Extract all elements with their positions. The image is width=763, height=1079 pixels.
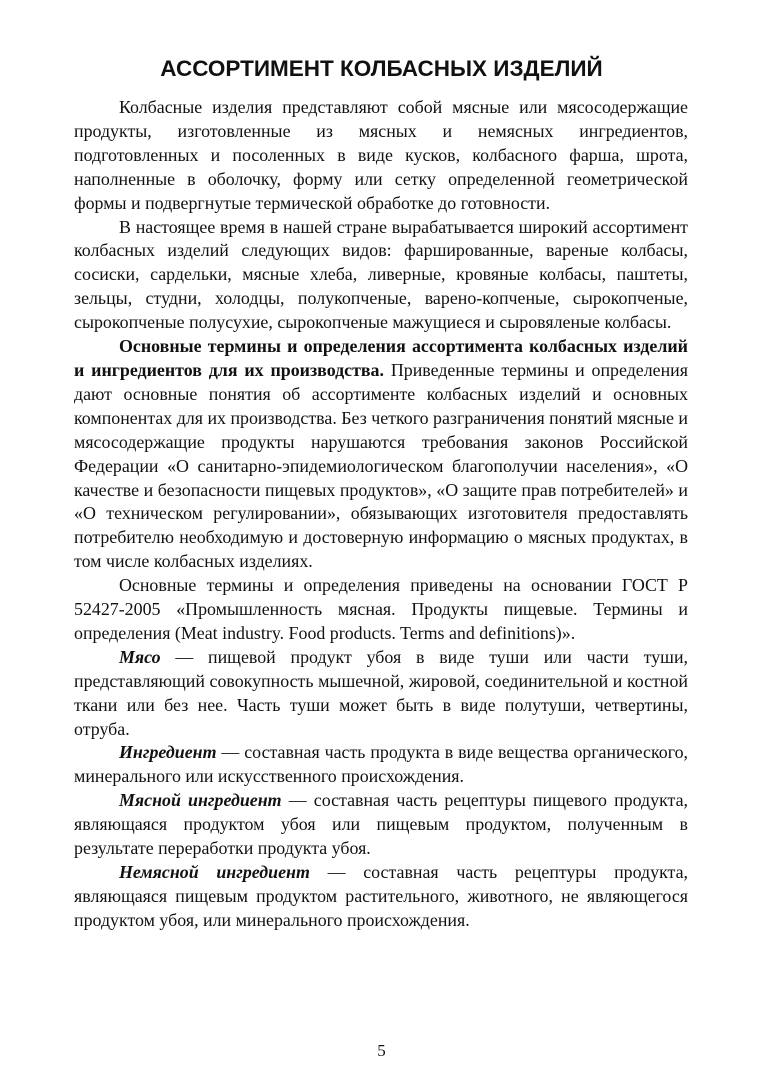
definition-ingredient: [74, 741, 688, 789]
paragraph-text: В настоящее время в нашей стране вырабатывается широкий ассортимент колбасных изделий следующих видов: фаршированные, вареные колбасы, сосиски, сардельки, мясные хлеба, ливерные, кровяные колбасы, паштеты, зельцы, студни, холодцы, полукопченые, варено-копченые, сырокопченые, сырокопченые полусухие, сырокопченые мажущиеся и сыровяленые колбасы.: [74, 216, 688, 333]
term: Мясной ингредиент: [119, 790, 282, 811]
definition-meat-ingredient: [74, 789, 688, 861]
definition-text: — составная часть рецептуры пищевого продукта, являющаяся продуктом убоя или пищевым продуктом, полученным в результате переработки продукта убоя.: [74, 790, 689, 859]
document-body: [74, 96, 688, 933]
term: Мясо: [119, 646, 161, 667]
page-title: АССОРТИМЕНТ КОЛБАСНЫХ ИЗДЕЛИЙ: [160, 56, 603, 81]
definition-non-meat-ingredient: [74, 861, 688, 933]
section-heading: Основные термины и определения ассортимента колбасных изделий и ингредиентов для их производства.: [74, 336, 688, 380]
paragraph-assortment: [74, 216, 688, 336]
definition-text: — составная часть продукта в виде вещества органического, минерального или искусственного происхождения.: [74, 742, 688, 787]
paragraph-gost: [74, 574, 688, 646]
term: Немясной ингредиент: [119, 862, 310, 882]
definition-text: — пищевой продукт убоя в виде туши или части туши, представляющий совокупность мышечной, жировой, соединительной и костной ткани или без нее. Часть туши может быть в виде полутуши, четвертины, отруба.: [74, 646, 688, 739]
term: Ингредиент: [119, 742, 217, 763]
paragraph-text: Приведенные термины и определения дают основные понятия об ассортименте колбасных изделий и основных компонентах для их производства. Без четкого разграничения понятий мясные и мясосодержащие продукты нарушаются требования законов Российской Федерации «О санитарно-эпидемиологическом благополучии населения», «О качестве и безопасности пищевых продуктов», «О защите прав потребителей» и «О техническом регулировании», обязывающих изготовителя предоставлять потребителю необходимую и достоверную информацию о мясных продуктах, в том числе колбасных изделиях.: [74, 359, 688, 572]
page-number: 5: [377, 1041, 386, 1060]
definition-text: — составная часть рецептуры продукта, являющаяся пищевым продуктом растительного, животного, не являющегося продуктом убоя, или минерального происхождения.: [74, 862, 688, 930]
paragraph-text: Основные термины и определения приведены на основании ГОСТ Р 52427-2005 «Промышленность мясная. Продукты пищевые. Термины и определения (Meat industry. Food products. Terms and definitions)».: [74, 575, 688, 643]
definition-meat: [74, 646, 688, 742]
paragraph-terms-intro: [74, 335, 688, 574]
paragraph-definition: [74, 96, 688, 216]
paragraph-text: Колбасные изделия представляют собой мясные или мясосодержащие продукты, изготовленные из мясных и немясных ингредиентов, подготовленных и посоленных в виде кусков, колбасного фарша, шрота, наполненные в оболочку, форму или сетку определенной геометрической формы и подвергнутые термической обработке до готовности.: [74, 97, 688, 213]
